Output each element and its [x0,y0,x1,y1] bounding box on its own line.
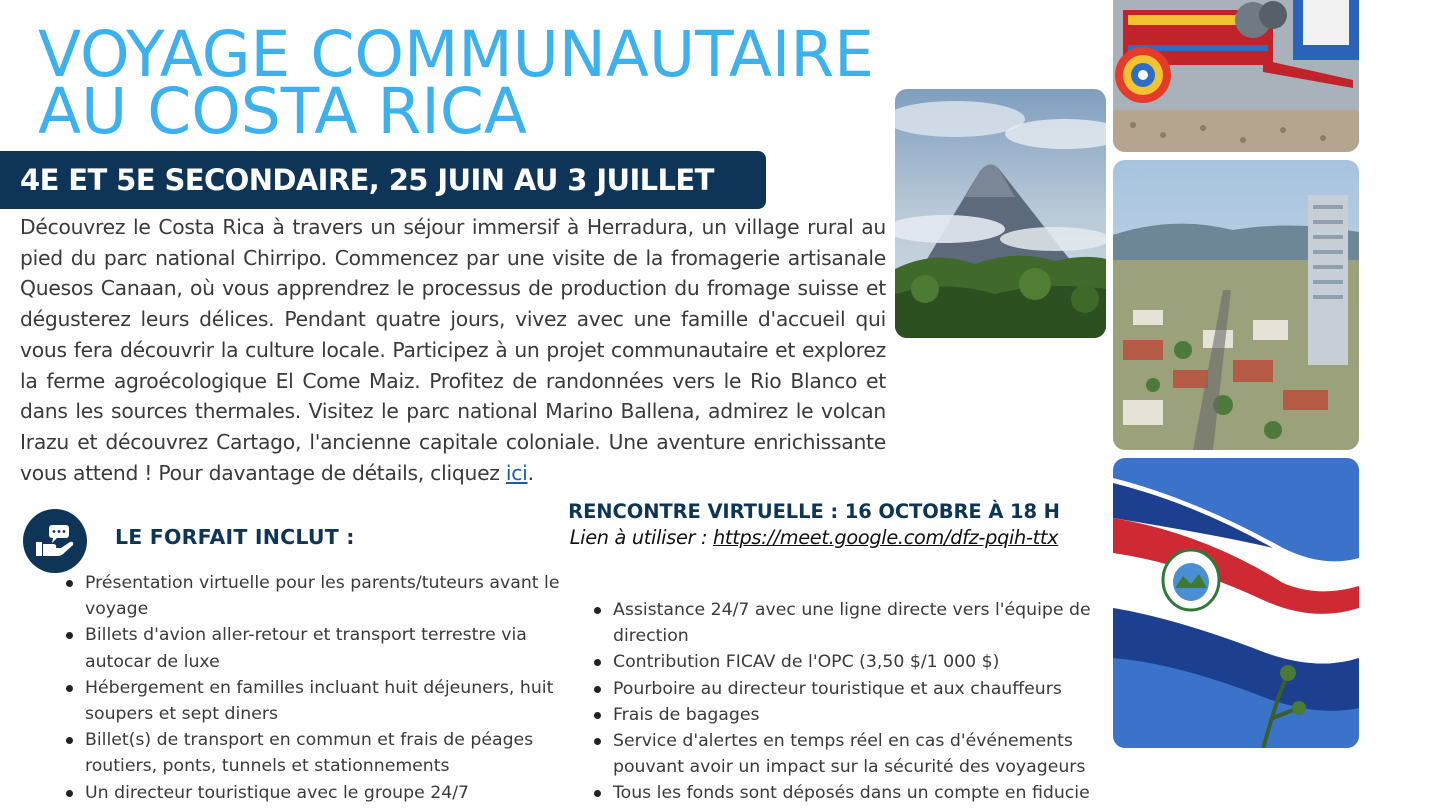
list-item: Billets d'avion aller-retour et transport terrestre via autocar de luxe [63,622,573,674]
list-item: Billet(s) de transport en commun et frais de péages routiers, ponts, tunnels et stationnements [63,727,573,779]
dates-banner-text: 4E ET 5E SECONDAIRE, 25 JUIN AU 3 JUILLET [20,163,714,197]
dates-banner [0,151,766,209]
page-title [38,18,874,148]
title-line-2: AU COSTA RICA [38,75,527,148]
included-list-left [63,570,573,806]
city-photo [1113,160,1359,450]
intro-text: Découvrez le Costa Rica à travers un séjour immersif à Herradura, un village rural au pied du parc national Chirripo. Commencez par une visite de la fromagerie artisanale Quesos Canaan, où vous apprendrez le processus de production du fromage suisse et dégusterez leurs délices. Pendant quatre jours, vivez avec une famille d'accueil qui vous fera découvrir la culture locale. Participez à un projet communautaire et explorez la ferme agroécologique El Come Maiz. Profitez de randonnées vers le Rio Blanco et dans les sources thermales. Visitez le parc national Marino Ballena, admirez le volcan Irazu et découvrez Cartago, l'ancienne capitale coloniale. Une aventure enrichissante vous attend ! Pour davantage de détails, cliquez [20,215,886,485]
intro-paragraph [20,212,886,488]
oxcart-photo [1113,0,1359,152]
meeting-link-prefix: Lien à utiliser : [569,526,714,549]
hand-chat-icon [23,509,87,573]
list-item: Frais de bagages [591,702,1091,728]
list-item: Contribution FICAV de l'OPC (3,50 $/1 000 $) [591,649,1091,675]
list-item: Hébergement en familles incluant huit déjeuners, huit soupers et sept diners [63,675,573,727]
flag-photo [1113,458,1359,748]
list-item: Service d'alertes en temps réel en cas d'événements pouvant avoir un impact sur la sécurité des voyageurs [591,728,1091,780]
volcano-photo [895,89,1106,338]
meeting-title: RENCONTRE VIRTUELLE : 16 OCTOBRE À 18 H [568,500,1060,523]
virtual-meeting [564,499,1064,551]
title-line-1: VOYAGE COMMUNAUTAIRE [38,18,874,91]
list-item: Pourboire au directeur touristique et aux chauffeurs [591,676,1091,702]
included-list-right [591,597,1091,807]
list-item: Tous les fonds sont déposés dans un compte en fiducie [591,780,1091,806]
list-item: Présentation virtuelle pour les parents/tuteurs avant le voyage [63,570,573,622]
details-link[interactable]: ici [505,460,528,485]
meeting-link-line [564,525,1064,551]
intro-end: . [527,460,534,485]
meeting-link[interactable]: https://meet.google.com/dfz-pqih-ttx [713,526,1059,549]
list-item: Un directeur touristique avec le groupe 24/7 [63,780,573,806]
forfait-title: LE FORFAIT INCLUT : [115,525,355,549]
list-item: Assistance 24/7 avec une ligne directe vers l'équipe de direction [591,597,1091,649]
